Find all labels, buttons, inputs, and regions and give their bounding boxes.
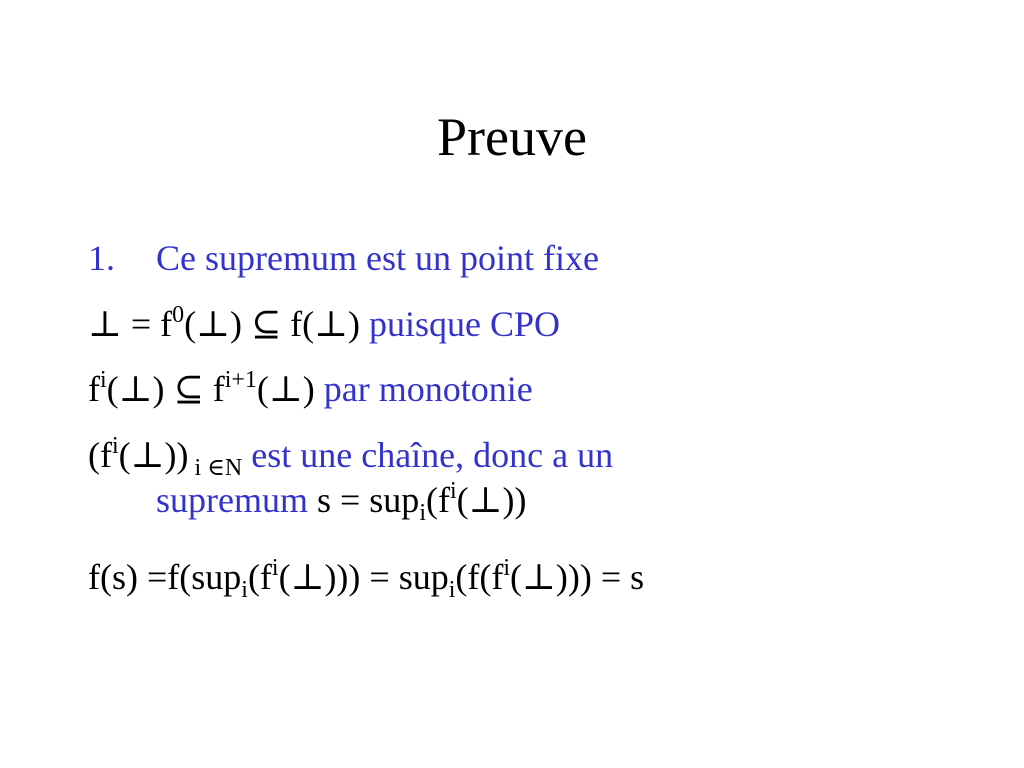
subscript: i	[448, 577, 456, 603]
math-text: f	[203, 369, 225, 409]
math-text: s = sup	[307, 480, 420, 520]
item-text: Ce supremum est un point fixe	[156, 238, 599, 278]
math-text: (⊥)	[106, 369, 174, 409]
justification-note: puisque CPO	[369, 304, 561, 344]
numbered-item-1	[88, 236, 599, 280]
math-text: = f	[121, 304, 173, 344]
superscript: i	[271, 555, 279, 581]
subseteq-symbol: ⊆	[173, 369, 204, 409]
superscript: 0	[172, 302, 185, 328]
superscript: i	[449, 478, 457, 504]
proof-line-bottom	[88, 302, 560, 346]
proof-line-fixpoint	[88, 555, 645, 603]
math-text: f(s) =f(sup	[88, 557, 242, 597]
justification-note: supremum	[156, 480, 308, 520]
proof-line-chain	[88, 433, 614, 481]
superscript: i	[100, 367, 107, 393]
math-text: (f	[88, 435, 112, 475]
slide-title: Preuve	[437, 107, 587, 167]
superscript: i+1	[224, 367, 257, 393]
math-text: f(⊥)	[281, 304, 369, 344]
superscript: i	[111, 433, 119, 459]
subscript: i	[241, 577, 248, 603]
math-text: (f	[425, 480, 450, 520]
subscript: i	[419, 500, 426, 526]
math-text: (⊥)	[256, 369, 324, 409]
math-text: (⊥))) = s	[510, 557, 645, 597]
item-number: 1.	[88, 238, 115, 278]
math-text: f	[88, 369, 100, 409]
math-text: (f	[247, 557, 272, 597]
bottom-symbol: ⊥	[88, 304, 122, 344]
proof-line-monotonie	[88, 367, 533, 411]
math-text: (⊥))	[456, 480, 527, 520]
proof-line-supremum	[88, 478, 527, 526]
math-text: (⊥))) = sup	[278, 557, 449, 597]
math-text: (⊥))	[118, 435, 189, 475]
math-text: (f(f	[455, 557, 504, 597]
math-text: (⊥)	[184, 304, 251, 344]
justification-note: par monotonie	[323, 369, 533, 409]
superscript: i	[503, 555, 511, 581]
subscript-index: i ∈N	[188, 455, 243, 481]
subseteq-symbol: ⊆	[251, 304, 282, 344]
justification-note: est une chaîne, donc a un	[242, 435, 614, 475]
